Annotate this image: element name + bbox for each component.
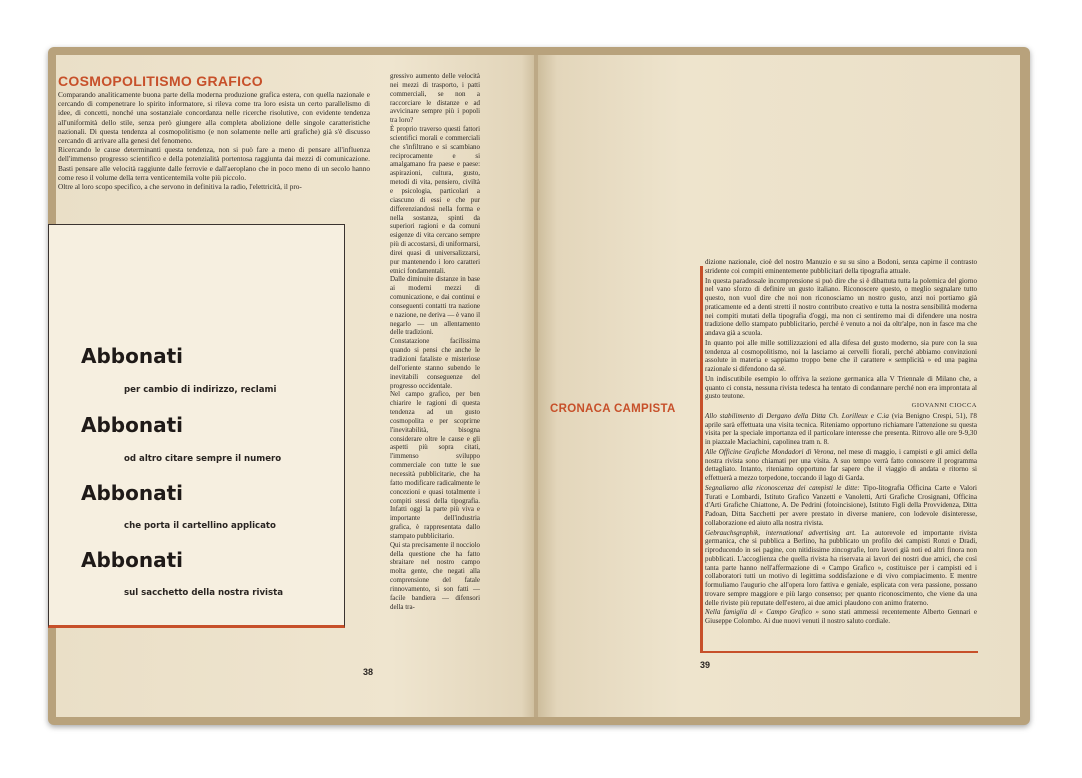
column-paragraph: Constatazione facilissima quando si pensi che anche le tradizioni fataliste e misteriose dell'oriente stanno subendo le inevitabili conseguenze del progresso occidentale. [390, 337, 480, 390]
column-paragraph: Qui sta precisamente il nocciolo della questione che ha fatto sbraitare nel nostro campo molta gente, che negati alla comprensione del fatale rinnovamento, si son fatti — facile bandiera — difensori della tra- [390, 540, 480, 611]
news-text: (via Benigno Crespi, 51), l'8 aprile sarà effettuata una visita tecnica. Riteniamo opportuno richiamare l'attenzione su questa visita per la speciale importanza ed il particolare interesse che presenta. Ritrovo alle ore 9-9,30 in piazzale Maciachini, capolinea tram n. 8. [705, 411, 977, 446]
author-signature: GIOVANNI CIOCCA [911, 402, 977, 409]
news-text: Tipo-litografia Officina Carte e Valori Turati e Lombardi, Istituto Grafico Vanzetti e Vanoletti, Arti Grafiche Crosignani, Officina d'Arti Grafiche Chiattone, A. De Pedrini (fotoincisione), Istituto Figli della Provvidenza, Ditta Padoan, Ditta Sacchetti per avere prestato in diverse maniere, con lodevole disinteresse, collaborazione ed aiuto alla nostra rivista. [705, 483, 977, 527]
column-paragraph: gressivo aumento delle velocità nei mezzi di trasporto, i patti commerciali, se non a raccorciare le distanze e ad avvicinare sempre più i popoli tra loro? [390, 72, 480, 125]
intro-paragraph: Oltre al loro scopo specifico, a che servono in definitiva la radio, l'elettricità, il pro- [58, 182, 302, 192]
column-paragraph: Nel campo grafico, per ben chiarire le ragioni di questa tendenza ad un gusto cosmopolita e per scoprirne l'inevitabilità, bisogna considerare oltre le cause e gli aspetti più sopra citati, l'immenso sviluppo commerciale con tutte le sue necessità pubblicitarie, che ha fatto modificare radicalmente le concezioni e quasi totalmente i compiti stessi della tipografia. Infatti oggi la parte più viva e importante dell'industria grafica, è rappresentata dallo stampato pubblicitario. [390, 390, 480, 540]
intro-paragraph: Comparando analiticamente buona parte della moderna produzione grafica estera, con quella nazionale e cercando di compenetrare lo spirito informatore, si rileva come tra loro esista un certo parallelismo di idee, di concetti, nonché una sostanziale concordanza nelle ricerche risolutive, con evidente tendenza all'uniformità dello stile, senza però giungere alla completa abolizione delle singole caratteristiche nazionali. Di questa tendenza al cosmopolitismo (e non solamente nelle arti grafiche) già s'è discusso cercando di arrivare alla genesi del fenomeno. [58, 90, 370, 146]
chronicle-paragraph: dizione nazionale, cioè del nostro Manuzio e su su sino a Bodoni, senza capirne il contrasto stridente coi compiti eminentemente pubblicitari della tipografia attuale. [705, 258, 977, 275]
right-column-text [390, 72, 480, 611]
subscription-ad [48, 224, 345, 628]
intro-text [58, 90, 370, 191]
section-rule-vertical [700, 266, 703, 652]
ad-headline: Abbonati [81, 413, 184, 437]
news-text: nel mese di maggio, i campisti e gli amici della nostra rivista sono chiamati per una visita. A suo tempo verrà fatto conoscere il programma dettagliato. Intanto, riteniamo opportuno far sapere che il viaggio di andata e ritorno si effettuerà a mezzo torpedone, toccando il lago di Garda. [705, 447, 977, 482]
news-lead: Allo stabilimento di Dergano della Ditta Ch. Lorilleux e C.ia [705, 411, 889, 420]
ad-line: per cambio di indirizzo, reclami [124, 385, 277, 395]
column-paragraph: È proprio traverso questi fattori scientifici morali e commerciali che s'infiltrano e si scambiano reciprocamente e si amalgamano fra paese e paese: aspirazioni, cultura, gusto, metodi di vita, pensiero, civiltà e psicologia, particolari a ciascuno di essi e che pur differenziandosi nella forma e nella sostanza, spinti da superiori ragioni e da comuni esigenze di vita cercano sempre più di accostarsi, di uniformarsi, direi quasi di universalizzarsi, pur mantenendo i loro caratteri etnici fondamentali. [390, 125, 480, 275]
news-lead: Gebrauchsgraphik, international advertising art. [705, 528, 857, 537]
ad-line: che porta il cartellino applicato [124, 521, 276, 531]
news-item [705, 448, 977, 483]
page-number-right: 39 [700, 660, 711, 670]
chronicle-paragraph: Un indiscutibile esempio lo offriva la sezione germanica alla V Triennale di Milano che, a quanto ci consta, nessuna rivista tedesca ha tentato di condannare perché non era improntata al gusto teutone. [705, 374, 977, 401]
section-rule-horizontal [700, 651, 978, 653]
news-lead: Nella famiglia di « Campo Grafico » [705, 608, 819, 617]
news-lead: Alle Officine Grafiche Mondadori di Verona, [705, 447, 836, 456]
ad-headline: Abbonati [81, 548, 184, 572]
ad-line: sul sacchetto della nostra rivista [124, 588, 284, 598]
chronicle-text [705, 258, 977, 627]
chronicle-paragraph: In questa paradossale incomprensione si può dire che si è dibattuta tutta la polemica del giorno nel vano sforzo di definire un gusto italiano. Riconoscere questo, o meglio segnalare tutto questo, non vuol dire che noi non riconosciamo un nostro gusto, anzi noi portiamo già praticamente ed a denti stretti il nostro contributo creativo e tutta la nostra sensibilità moderna nei compiti mutati della tipografia d'oggi, ma non ci sentiremo mai di difendere una nostra tradizione dello stampato pubblicitario, perché è venuto a noi da oltr'alpe, non in fasce ma che andava già a scuola. [705, 276, 977, 337]
news-item [705, 608, 977, 626]
news-item [705, 412, 977, 447]
news-lead: Segnaliamo alla riconoscenza dei campisti le ditte: [705, 483, 860, 492]
intro-paragraph: Ricercando le cause determinanti questa tendenza, non si può fare a meno di pensare all'influenza dell'immenso progresso scientifico e della potenzialità portentosa raggiunta dai mezzi di comunicazione. Basti pensare alle velocità raggiunte dalle ferrovie e dall'aeroplano che in poco meno di un secolo hanno come reso il volume della terra venticentemila volte più piccolo. [58, 145, 370, 182]
column-paragraph: Dalle diminuite distanze in base ai moderni mezzi di comunicazione, e dai continui e conseguenti contatti tra nazione e nazione, ne deriva — è vano il negarlo — un allentamento delle tradizioni. [390, 275, 480, 337]
news-text: sono stati ammessi recentemente Alberto Gennari e Giuseppe Colombo. Ai due nuovi venuti il nostro saluto cordiale. [705, 608, 977, 625]
article-title: COSMOPOLITISMO GRAFICO [58, 73, 263, 89]
news-item [705, 484, 977, 528]
ad-headline: Abbonati [81, 481, 184, 505]
ad-line: od altro citare sempre il numero [124, 454, 282, 464]
page-number-left: 38 [363, 667, 374, 677]
chronicle-paragraph: In quanto poi alle mille sottilizzazioni ed alla difesa del gusto moderno, sia pure con la sua tendenza al cosmopolitismo, noi la lasciamo ai cervelli fiorali, perché abbiamo convinzioni assolute in materia e sappiamo troppo bene che il carattere « semplicità » ed una pagina razionale si difendono da sé. [705, 338, 977, 373]
news-item [705, 529, 977, 608]
section-title: CRONACA CAMPISTA [550, 403, 676, 415]
news-text: La autorevole ed importante rivista germanica, che si pubblica a Berlino, ha pubblicato un profilo dei campisti Ronzi e Dradi, riproducendo in sei pagine, con nitidissime zincografie, loro lavori già noti ed altri finora non pubblicati. L'accoglienza che quella rivista ha riservata ai lavori dei nostri due amici, che così tanta parte hanno nell'affermazione di « Campo Grafico », costituisce per i campisti ed i collaboratori tutti un motivo di legittima soddisfazione e di vivo compiacimento. E mentre formuliamo l'augurio che all'opera loro fattiva e geniale, esplicata con vera passione, possano trovare sempre maggiore e più largo consenso; per quanto riconoscimento, che viene da una delle riviste più reputate dell'estero, ai due amici plaudono con animo fraterno. [705, 528, 977, 607]
ad-headline: Abbonati [81, 344, 184, 368]
